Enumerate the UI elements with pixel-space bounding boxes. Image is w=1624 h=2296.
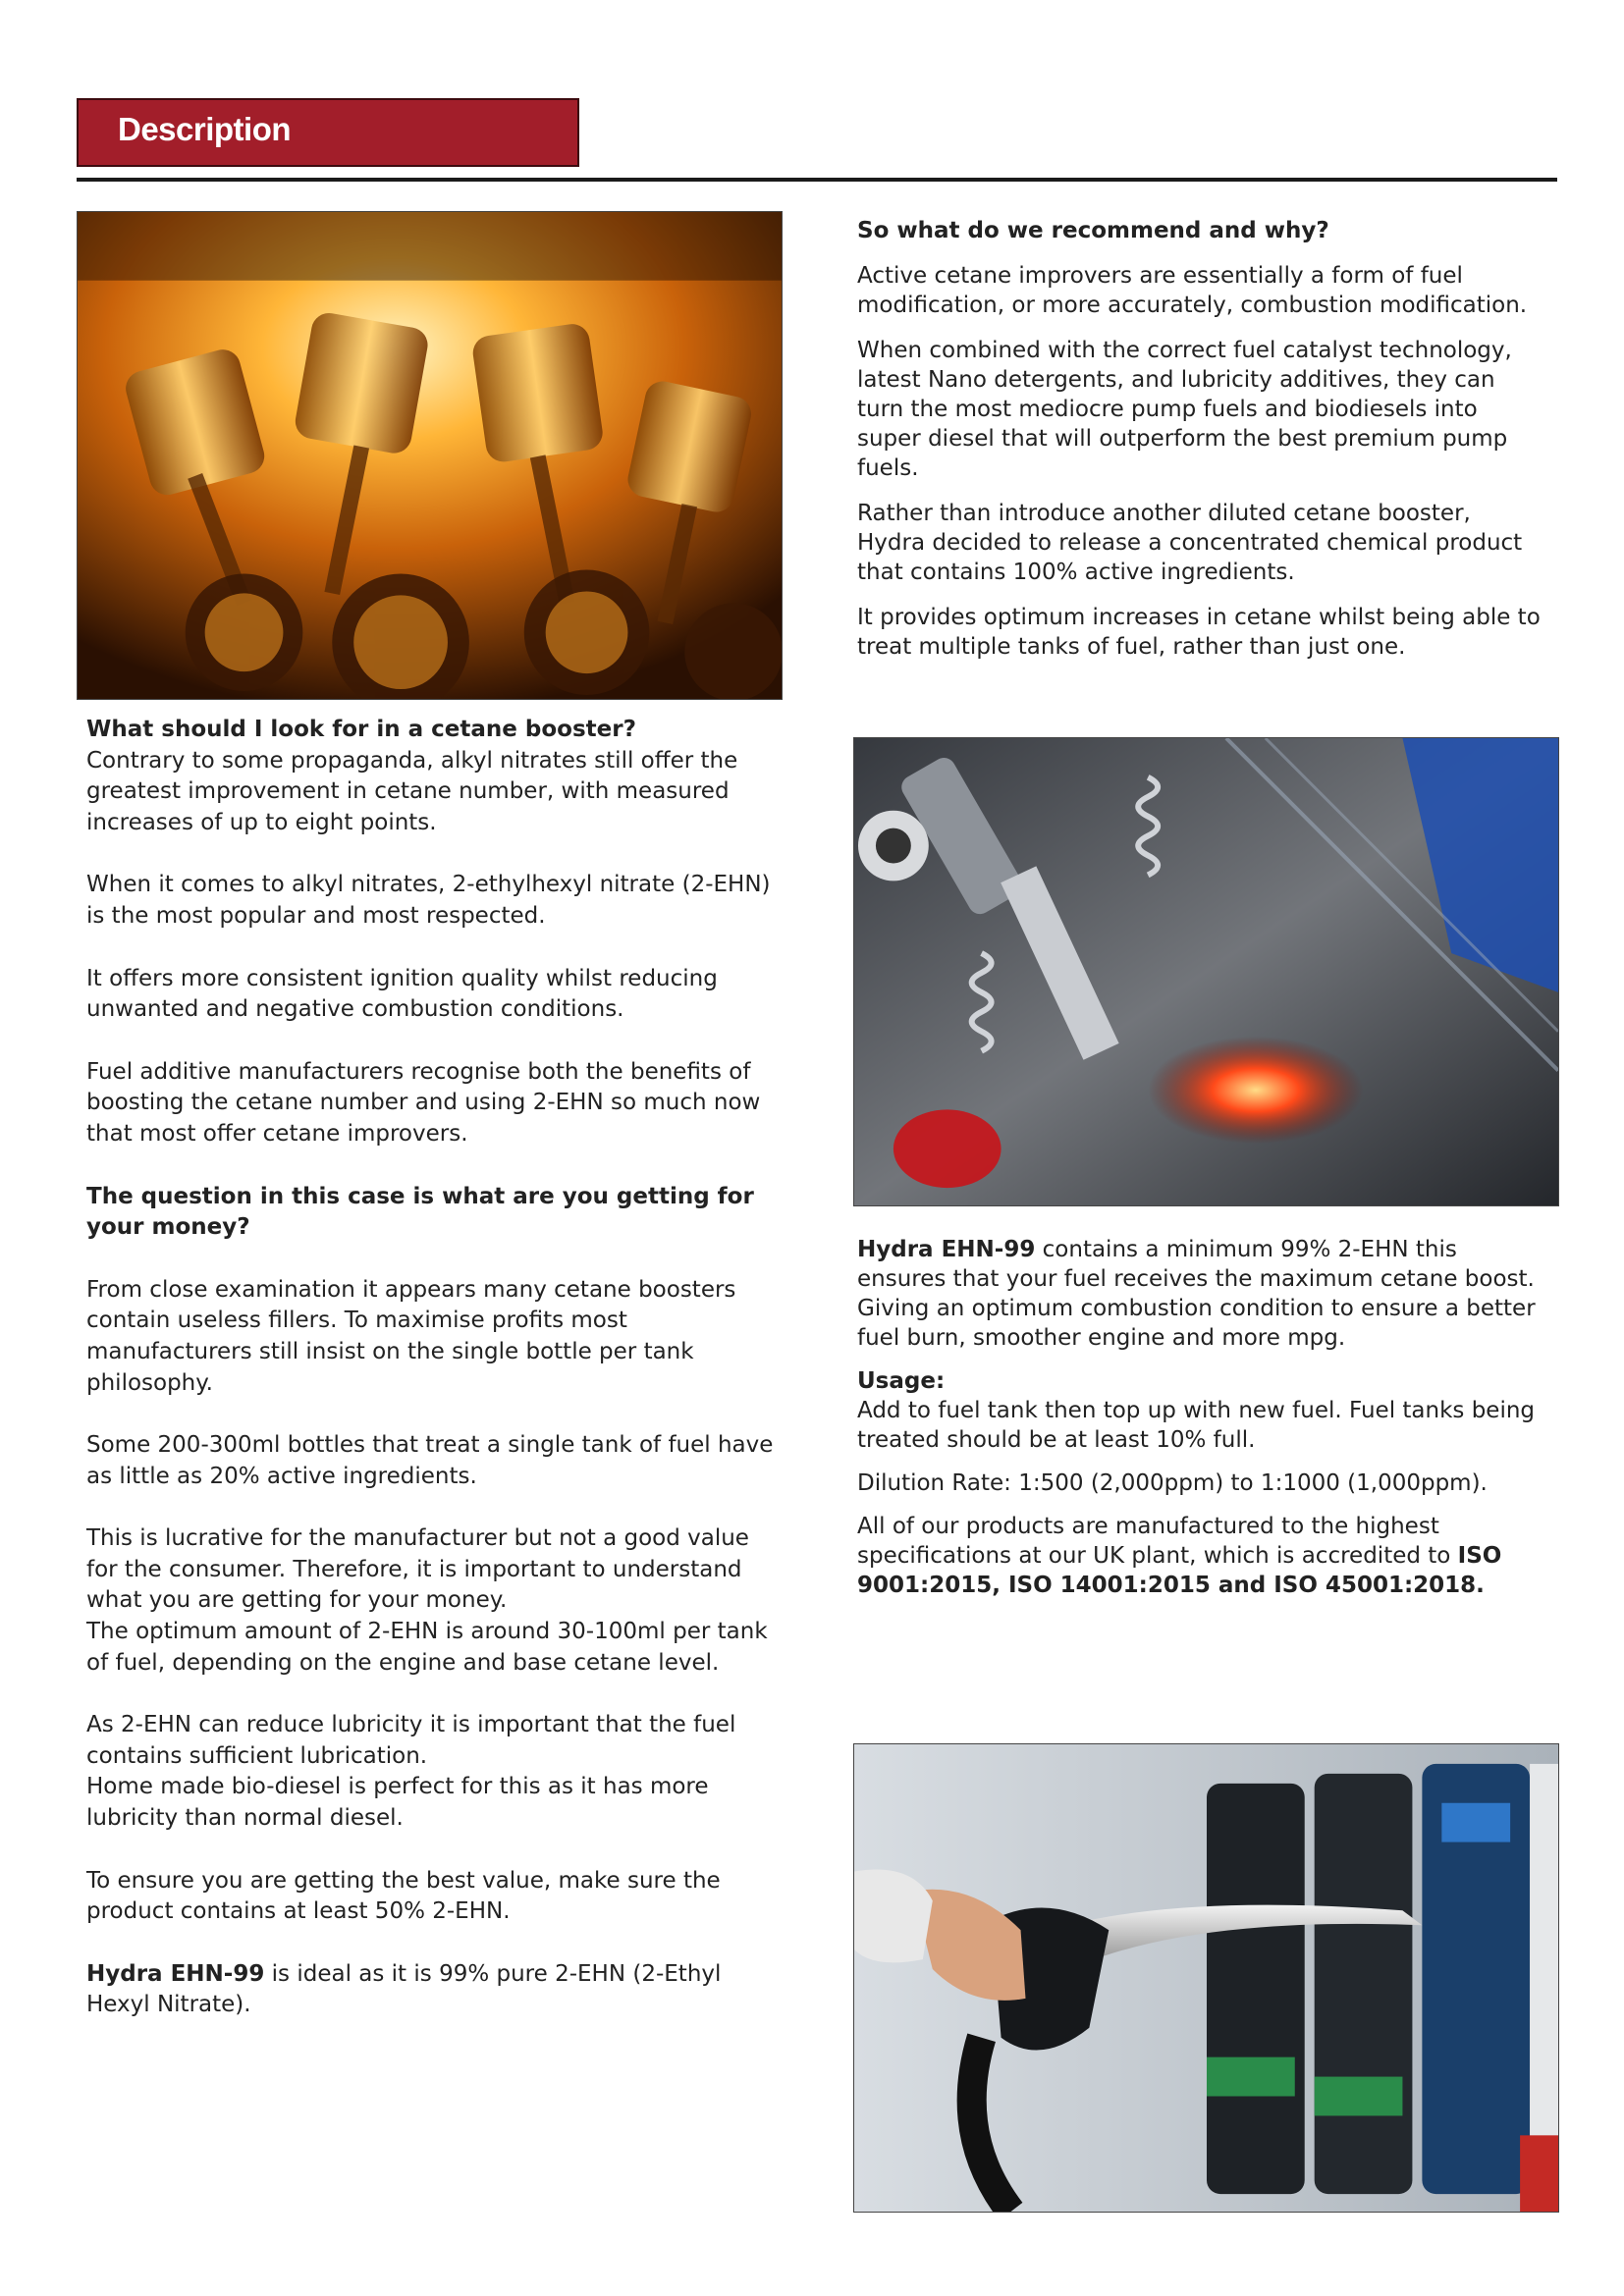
right-text-column-top xyxy=(857,216,1544,662)
paragraph: Active cetane improvers are essentially a form of fuel modification, or more accurately, combustion modification. xyxy=(857,263,1528,318)
engine-pistons-photo xyxy=(77,211,783,700)
section-title: Description xyxy=(118,111,292,147)
paragraph: To ensure you are getting the best value, make sure the product contains at least 50% 2-EHN. xyxy=(86,1867,721,1925)
paragraph: From close examination it appears many cetane boosters contain useless fillers. To maximise profits most manufacturers still insist on the single bottle per tank philosophy. xyxy=(86,1276,736,1396)
right-text-column-bottom xyxy=(857,1235,1544,1600)
usage-label: Usage: xyxy=(857,1368,946,1394)
paragraph: It offers more consistent ignition quality whilst reducing unwanted and negative combustion conditions. xyxy=(86,965,718,1023)
heading-recommend: So what do we recommend and why? xyxy=(857,218,1329,243)
paragraph: Some 200-300ml bottles that treat a single tank of fuel have as little as 20% active ingredients. xyxy=(86,1432,774,1489)
paragraph: When it comes to alkyl nitrates, 2-ethylhexyl nitrate (2-EHN) is the most popular and most respected. xyxy=(86,872,771,929)
fuel-pump-photo xyxy=(853,1743,1559,2213)
heading-question: The question in this case is what are you getting for your money? xyxy=(86,1183,754,1241)
paragraph: Contrary to some propaganda, alkyl nitrates still offer the greatest improvement in cetane number, with measured increases of up to eight points. xyxy=(86,747,738,835)
paragraph-hydra-ehn99: Hydra EHN-99 is ideal as it is 99% pure 2-EHN (2-Ethyl Hexyl Nitrate). xyxy=(86,1960,722,2018)
paragraph: This is lucrative for the manufacturer but not a good value for the consumer. Therefore, it is important to understand what you are getting for your money. xyxy=(86,1525,749,1614)
paragraph-hydra-ehn99-spec: Hydra EHN-99 contains a minimum 99% 2-EHN this ensures that your fuel receives the maximum cetane boost. Giving an optimum combustion condition to ensure a better fuel burn, smoother engine and more mpg. xyxy=(857,1237,1536,1351)
section-header xyxy=(77,98,579,167)
left-text-column xyxy=(86,715,784,2021)
paragraph: When combined with the correct fuel catalyst technology, latest Nano detergents, and lubricity additives, they can turn the most mediocre pump fuels and biodiesels into super diesel that will outperform the best premium pump fuels. xyxy=(857,338,1512,481)
paragraph: As 2-EHN can reduce lubricity it is important that the fuel contains sufficient lubrication. xyxy=(86,1712,736,1769)
valve-cutaway-photo xyxy=(853,737,1559,1206)
heading-cetane-booster: What should I look for in a cetane booster? xyxy=(86,717,636,742)
header-divider xyxy=(77,178,1557,182)
paragraph: Home made bio-diesel is perfect for this as it has more lubricity than normal diesel. xyxy=(86,1774,709,1832)
dilution-rate: Dilution Rate: 1:500 (2,000ppm) to 1:1000 (1,000ppm). xyxy=(857,1470,1488,1496)
usage-text: Add to fuel tank then top up with new fuel. Fuel tanks being treated should be at least 10% full. xyxy=(857,1398,1536,1453)
paragraph: Fuel additive manufacturers recognise both the benefits of boosting the cetane number and using 2-EHN so much now that most offer cetane improvers. xyxy=(86,1058,761,1147)
paragraph: The optimum amount of 2-EHN is around 30-100ml per tank of fuel, depending on the engine and base cetane level. xyxy=(86,1619,768,1676)
paragraph: Rather than introduce another diluted cetane booster, Hydra decided to release a concentrated chemical product that contains 100% active ingredients. xyxy=(857,501,1523,585)
paragraph: It provides optimum increases in cetane whilst being able to treat multiple tanks of fuel, rather than just one. xyxy=(857,605,1541,660)
certification-paragraph: All of our products are manufactured to the highest specifications at our UK plant, which is accredited to ISO 9001:2015, ISO 14001:2015 and ISO 45001:2018. xyxy=(857,1514,1502,1598)
